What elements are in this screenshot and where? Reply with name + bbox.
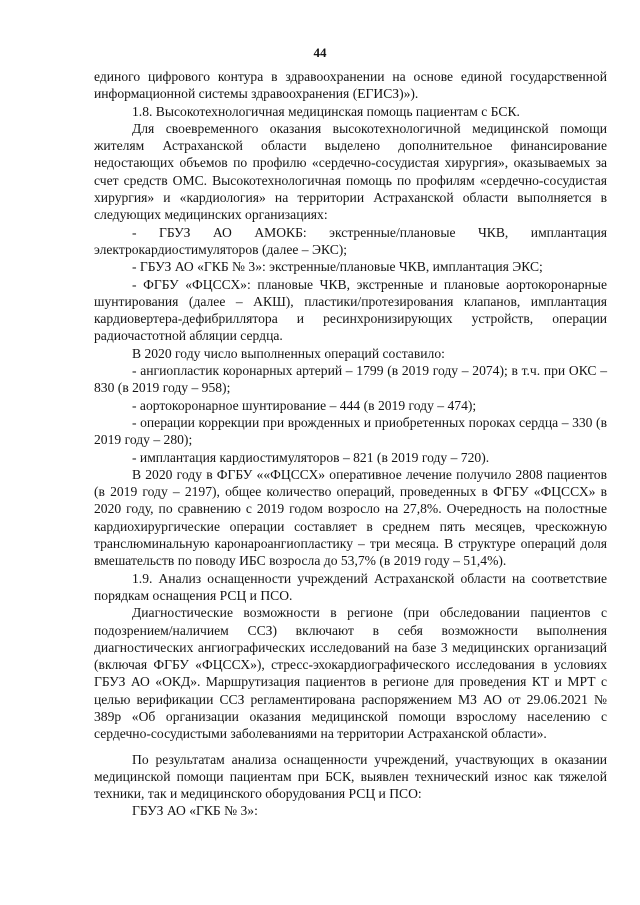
list-item-amokb: - ГБУЗ АО АМОКБ: экстренные/плановые ЧКВ, имплантация электрокардиостимуляторов (далее – ЭКС);	[94, 224, 607, 257]
page-number: 44	[313, 45, 327, 60]
section-heading-1-9: 1.9. Анализ оснащенности учреждений Астраханской области на соответствие порядкам оснащения РСЦ и ПСО.	[94, 570, 607, 603]
paragraph-operations-2020: В 2020 году число выполненных операций составило:	[132, 345, 445, 361]
paragraph-vmp-intro: Для своевременного оказания высокотехнологичной медицинской помощи жителям Астраханской области выделено дополнительное финансирование недостающих объемов по профилю «сердечно-сосудистая хирургия», оказываемых за счет средств ОМС. Высокотехнологичная помощь по профилям «сердечно-сосудистая хирургия» и «кардиология» на территории Астраханской области выполняется в следующих медицинских организациях:	[94, 120, 607, 223]
list-item-pacemaker: - имплантация кардиостимуляторов – 821 (в 2019 году – 720).	[132, 449, 490, 465]
list-item-gkb3: - ГБУЗ АО «ГКБ № 3»: экстренные/плановые ЧКВ, имплантация ЭКС;	[132, 259, 543, 275]
section-heading-1-8: 1.8. Высокотехнологичная медицинская помощь пациентам с БСК.	[132, 103, 520, 119]
list-item-fcssh: - ФГБУ «ФЦССХ»: плановые ЧКВ, экстренные и плановые аортокоронарные шунтирования (далее – АКШ), пластики/протезирования клапанов, имплантация кардиовертера-дефибриллятора и ресинхронизирующих устройств, операции радиочастотной абляции сердца.	[94, 276, 607, 344]
list-item-valve-correction: - операции коррекции при врожденных и приобретенных пороках сердца – 330 (в 2019 году – 280);	[94, 414, 607, 448]
paragraph-fcssh-2020: В 2020 году в ФГБУ ««ФЦССХ» оперативное лечение получило 2808 пациентов (в 2019 году – 2197), общее количество операций, проведенных в ФГБУ «ФЦССХ» в 2020 году, по сравнению с 2019 годом возросло на 27,8%. Очередность на полостные кардиохирургические операции составляет в среднем пять месяцев, чрескожную транслюминальную каронароангиопластику – три месяца. В структуре операций доля вмешательств по поводу ИБС возросла до 53,7% (в 2019 году – 51,4%).	[94, 466, 607, 569]
list-item-cabg: - аортокоронарное шунтирование – 444 (в 2019 году – 474);	[132, 397, 477, 413]
paragraph-equipment-analysis: По результатам анализа оснащенности учреждений, участвующих в оказании медицинской помощи пациентам при БСК, выявлен технический износ как тяжелой техники, так и медицинского оборудования РСЦ и ПСО:	[94, 751, 607, 802]
paragraph-diagnostics: Диагностические возможности в регионе (при обследовании пациентов с подозрением/наличием ССЗ) включают в себя возможности выполнения диагностических ангиографических исследований на базе 3 медицинских организаций (включая ФГБУ «ФЦССХ»), стресс-эхокардиографического исследования в условиях ГБУЗ АО «ОКД». Маршрутизация пациентов в регионе для проведения КТ и МРТ с целью верификации ССЗ регламентирована распоряжением МЗ АО от 29.06.2021 № 389р «Об организации оказания медицинской помощи взрослому населению с сердечно-сосудистыми заболеваниями на территории Астраханской области».	[94, 605, 607, 742]
document-body	[94, 68, 607, 820]
list-item-angioplasty: - ангиопластик коронарных артерий – 1799 (в 2019 году – 2074); в т.ч. при ОКС – 830 (в 2019 году – 958);	[94, 363, 607, 396]
paragraph-continuation: единого цифрового контура в здравоохранении на основе единой государственной информационной системы здравоохранения (ЕГИСЗ)»).	[94, 69, 607, 102]
paragraph-gkb3-heading: ГБУЗ АО «ГКБ № 3»:	[132, 803, 258, 819]
